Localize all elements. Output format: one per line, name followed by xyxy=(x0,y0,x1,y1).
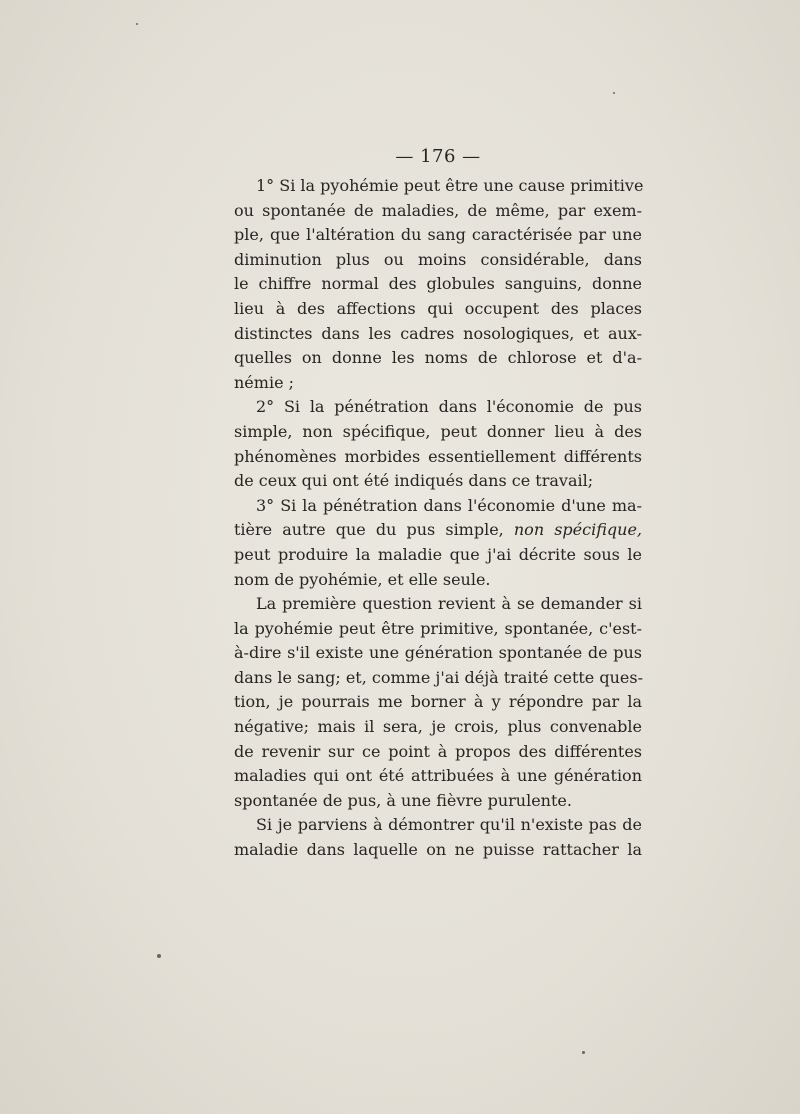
text-line: diminution plus ou moins considérable, dans xyxy=(234,249,642,269)
text-line: spontanée de pus, à une fièvre purulente. xyxy=(234,790,572,810)
text-line: dans le sang; et, comme j'ai déjà traité cette ques- xyxy=(234,667,643,687)
text-line: Si je parviens à démontrer qu'il n'existe pas de xyxy=(256,815,642,835)
text-line: de ceux qui ont été indiqués dans ce travail; xyxy=(234,471,594,491)
text-line: 1° Si la pyohémie peut être une cause primitive xyxy=(256,176,644,195)
page-text xyxy=(234,145,642,863)
paragraph-2 xyxy=(234,395,642,493)
text-line: à-dire s'il existe une génération spontanée de pus xyxy=(234,643,642,663)
page-number: — 176 — xyxy=(395,146,481,167)
text-line: ple, que l'altération du sang caractérisée par une xyxy=(234,225,642,245)
paragraph-1 xyxy=(234,174,642,395)
text-line: de revenir sur ce point à propos des différentes xyxy=(234,741,642,761)
paper-speck xyxy=(136,23,138,25)
paper-speck xyxy=(613,92,615,94)
text-line: ou spontanée de maladies, de même, par exem- xyxy=(234,200,642,220)
paper-speck xyxy=(157,954,161,958)
text-line: 2° Si la pénétration dans l'économie de pus xyxy=(256,397,642,417)
text-line: némie ; xyxy=(234,372,295,392)
text-segment: tière autre que du pus simple, xyxy=(234,520,514,540)
paper-speck xyxy=(582,1051,585,1054)
text-line: phénomènes morbides essentiellement différents xyxy=(234,446,642,466)
text-line: peut produire la maladie que j'ai décrite sous le xyxy=(234,544,642,564)
text-line: négative; mais il sera, je crois, plus convenable xyxy=(234,717,642,737)
paragraph-5 xyxy=(234,813,642,862)
text-line: 3° Si la pénétration dans l'économie d'une ma- xyxy=(256,495,642,515)
text-line: maladies qui ont été attribuées à une génération xyxy=(234,766,642,786)
text-line: le chiffre normal des globules sanguins, donne xyxy=(234,274,642,294)
text-line xyxy=(234,518,642,543)
text-line: La première question revient à se demander si xyxy=(256,594,642,614)
text-line: quelles on donne les noms de chlorose et d'a- xyxy=(234,348,642,368)
text-line: tion, je pourrais me borner à y répondre par la xyxy=(234,692,642,712)
text-line: maladie dans laquelle on ne puisse rattacher la xyxy=(234,840,642,860)
text-line: lieu à des affections qui occupent des places xyxy=(234,298,642,318)
text-line: distinctes dans les cadres nosologiques, et aux- xyxy=(234,323,642,343)
paragraph-4 xyxy=(234,592,642,813)
text-line: nom de pyohémie, et elle seule. xyxy=(234,569,491,589)
text-line: simple, non spécifique, peut donner lieu à des xyxy=(234,421,642,441)
italic-phrase: non spécifique, xyxy=(513,520,642,540)
text-line: la pyohémie peut être primitive, spontanée, c'est- xyxy=(234,618,642,638)
paragraph-3 xyxy=(234,494,642,592)
